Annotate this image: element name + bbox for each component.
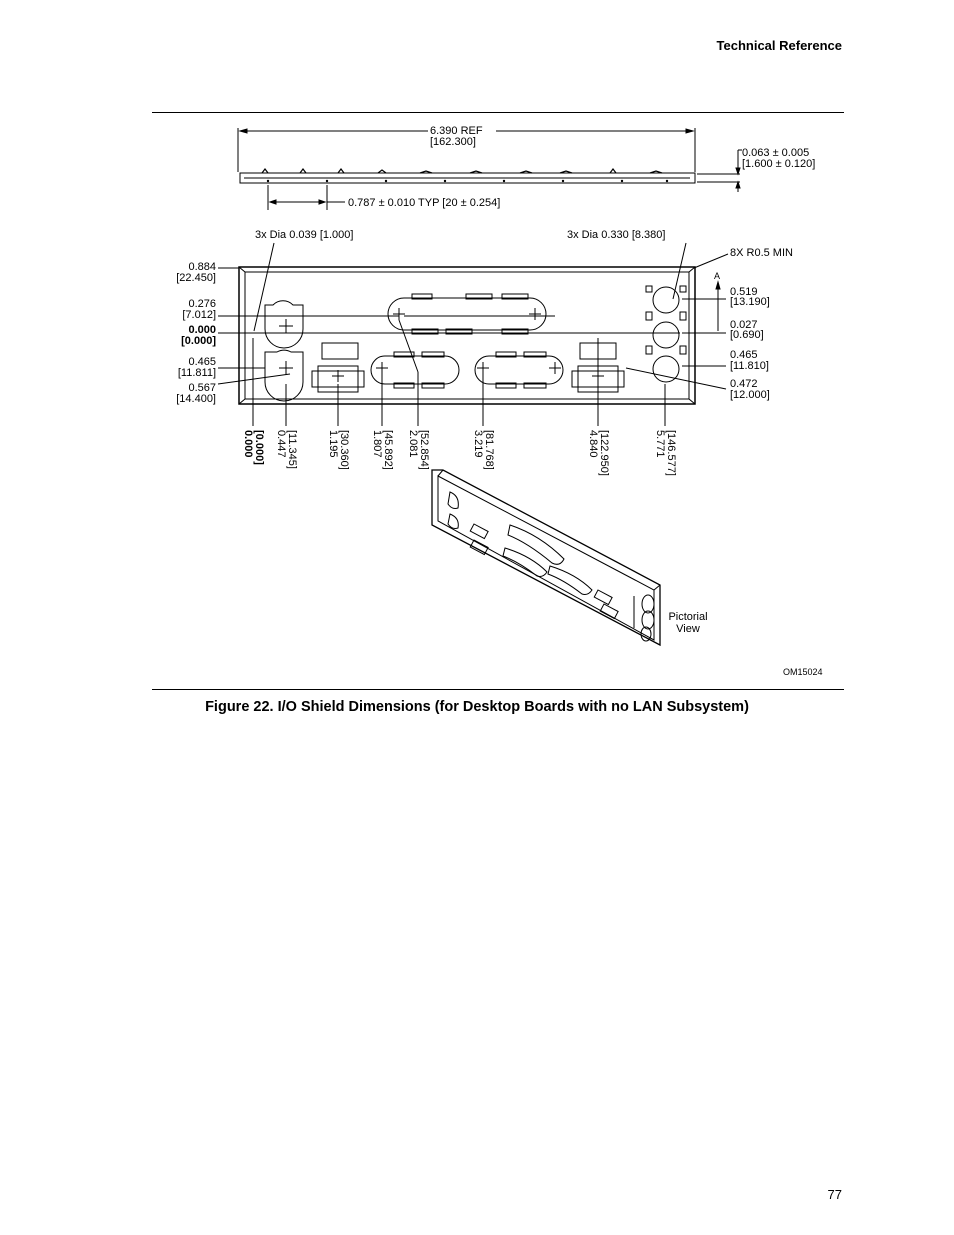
right-dim-mm: [0.690] bbox=[730, 329, 764, 341]
bottom-dim-mm: [146.577] bbox=[665, 430, 677, 476]
small-hole-note: 3x Dia 0.039 [1.000] bbox=[255, 229, 354, 241]
right-dim-inch: 0.519 bbox=[730, 286, 758, 298]
large-hole-note: 3x Dia 0.330 [8.380] bbox=[567, 229, 666, 241]
left-dim-mm: [14.400] bbox=[176, 393, 216, 405]
radius-note: 8X R0.5 MIN bbox=[730, 247, 793, 259]
thickness: 0.063 ± 0.005 bbox=[742, 147, 810, 159]
bottom-dim-mm: [0.000] bbox=[253, 430, 265, 465]
width-ref-mm: [162.300] bbox=[430, 136, 476, 148]
left-dim-inch: 0.567 bbox=[188, 382, 216, 394]
bottom-dim-inch: 1.807 bbox=[371, 430, 383, 458]
width-ref: 6.390 REF bbox=[430, 125, 483, 137]
left-dim-mm: [7.012] bbox=[182, 309, 216, 321]
pictorial-label: Pictorial bbox=[668, 611, 708, 623]
figure-id: OM15024 bbox=[783, 667, 823, 677]
left-dim-mm: [0.000] bbox=[181, 335, 216, 347]
left-dimensions bbox=[176, 261, 216, 405]
right-dim-mm: [13.190] bbox=[730, 296, 770, 308]
bottom-dim-mm: [30.360] bbox=[338, 430, 350, 470]
right-dimensions bbox=[730, 286, 770, 401]
pictorial-label-view: View bbox=[676, 623, 700, 635]
right-dim-inch: 0.465 bbox=[730, 349, 758, 361]
right-dim-inch: 0.472 bbox=[730, 378, 758, 390]
bottom-dim-inch: 0.000 bbox=[242, 430, 254, 458]
left-dim-mm: [22.450] bbox=[176, 272, 216, 284]
left-dim-inch: 0.000 bbox=[188, 324, 216, 336]
right-dim-mm: [11.810] bbox=[730, 360, 769, 372]
datum-label: A bbox=[714, 271, 721, 281]
tab-spacing: 0.787 ± 0.010 TYP [20 ± 0.254] bbox=[348, 197, 501, 209]
bottom-dim-mm: [45.892] bbox=[382, 430, 394, 470]
left-dim-inch: 0.276 bbox=[188, 298, 216, 310]
bottom-dim-inch: 4.840 bbox=[587, 430, 599, 458]
bottom-dim-mm: [11.345] bbox=[286, 430, 298, 469]
bottom-dim-inch: 1.195 bbox=[327, 430, 339, 458]
bottom-dim-mm: [81.768] bbox=[483, 430, 495, 470]
left-dim-inch: 0.465 bbox=[188, 356, 216, 368]
bottom-dim-inch: 0.447 bbox=[275, 430, 287, 458]
figure-caption: Figure 22. I/O Shield Dimensions (for Desktop Boards with no LAN Subsystem) bbox=[205, 699, 749, 715]
left-dim-mm: [11.811] bbox=[177, 367, 216, 379]
bottom-dim-inch: 3.219 bbox=[472, 430, 484, 458]
left-dim-inch: 0.884 bbox=[188, 261, 216, 273]
page-number: 77 bbox=[827, 1187, 842, 1202]
bottom-dim-inch: 2.081 bbox=[407, 430, 419, 458]
bottom-dim-mm: [52.854] bbox=[418, 430, 430, 470]
bottom-dimensions bbox=[242, 430, 677, 476]
running-header: Technical Reference bbox=[716, 38, 842, 53]
bottom-rule bbox=[152, 689, 844, 690]
right-dim-mm: [12.000] bbox=[730, 389, 770, 401]
right-dim-inch: 0.027 bbox=[730, 319, 758, 331]
thickness-mm: [1.600 ± 0.120] bbox=[742, 158, 816, 170]
bottom-dim-mm: [122.950] bbox=[598, 430, 610, 476]
bottom-dim-inch: 5.771 bbox=[654, 430, 666, 458]
